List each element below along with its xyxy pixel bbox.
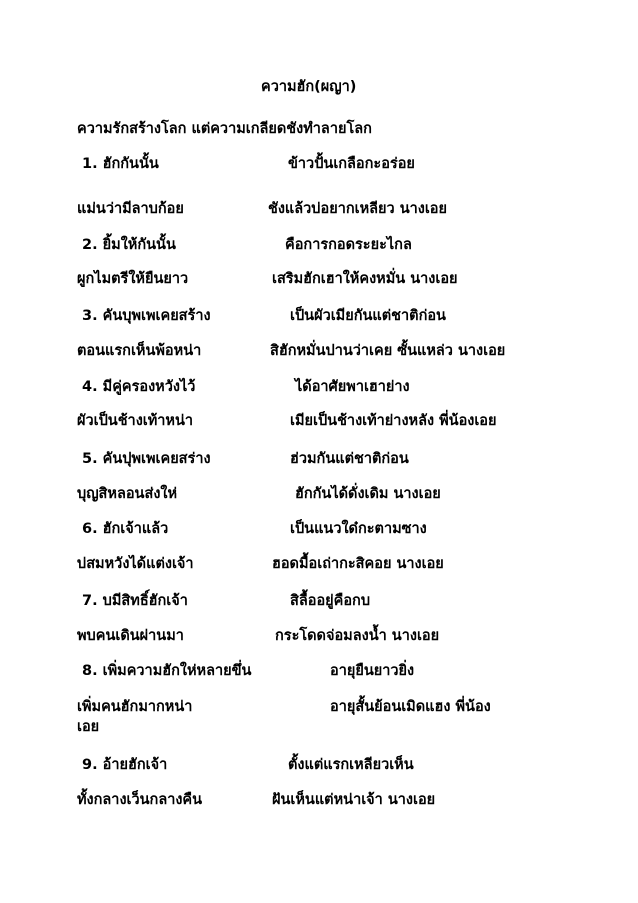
verse-5-number-line-right: ฮ่วมกันแต่ชาติก่อน [290,451,409,467]
verse-2-number-line-right: คือการกอดระยะไกล [285,237,412,253]
verse-6-line-right: ฮอดมื้อเถ่ากะสิคอย นางเอย [272,556,444,572]
verse-9-number-line: 9. อ้ายฮักเจ้า [82,757,168,773]
verse-9-line-right: ฝันเห็นแต่หน่าเจ้า นางเอย [272,792,436,808]
verse-9-line-left: ทั้งกลางเว็นกลางคืน [77,792,203,808]
verse-2-line-left: ผูกไมตรีให้ยืนยาว [77,271,189,287]
verse-1-line-left: แม่นว่ามีลาบก้อย [77,201,184,217]
verse-2-number-line: 2. ยิ้มให้กันนั้น [82,237,176,253]
verse-6-line-left: บ่สมหวังได้แต่งเจ้า [77,556,194,572]
verse-5-line-left: บุญสิหลอนส่งให่ [77,486,178,502]
verse-1-number-line-right: ข้าวปั้นเกลือกะอร่อย [288,156,415,172]
verse-8-number-line-right: อายุยืนยาวยิ่ง [330,663,415,679]
verse-7-number-line: 7. บมีสิทธิ์ฮักเจ้า [82,593,188,609]
verse-3-line-right: สิฮักหมั่นปานว่าเคย ซั้นแหล่ว นางเอย [270,343,506,359]
verse-8-line-right-wrap: เอย [77,719,100,735]
verse-7-number-line-right: สิลื้ออยู่คือกบ [290,593,371,609]
verse-1-line-right: ชังแล้วบ่อยากเหลียว นางเอย [268,201,448,217]
verse-8-line-right: อายุสั้นย้อนเมิดแฮง พี่น้อง [330,699,491,715]
verse-3-line-left: ตอนแรกเห็นพ้อหน่า [77,343,202,359]
verse-8-line-left: เพิ่มคนฮักมากหน่า [77,699,193,715]
verse-6-number-line: 6. ฮักเจ้าแล้ว [82,521,169,537]
verse-7-line-right: กระโดดจ่อมลงน้ำ นางเอย [275,628,440,644]
verse-3-number-line: 3. คันบุพเพเคยสร้าง [82,308,211,324]
verse-4-number-line-right: ได้อาศัยพาเฮาย่าง [295,379,410,395]
verse-9-number-line-right: ตั้งแต่แรกเหลียวเห็น [288,757,414,773]
verse-4-line-right: เมียเป็นช้างเท้าย่างหลัง พี่น้องเอย [290,413,497,429]
page-title: ความฮัก(ผญา) [261,79,357,95]
verse-2-line-right: เสริมฮักเฮาให้คงหมั่น นางเอย [272,271,458,287]
verse-5-number-line: 5. คันปุพเพเคยสร่าง [82,451,211,467]
verse-6-number-line-right: เป็นแนวใด๋กะตามซาง [290,521,427,537]
intro-line: ความรักสร้างโลก แต่ความเกลียดชังทำลายโลก [77,121,372,137]
verse-4-number-line: 4. มีคู่ครองหวังไว้ [82,379,196,395]
verse-1-number-line: 1. ฮักกันนั้น [82,156,159,172]
verse-3-number-line-right: เป็นผัวเมียกันแต่ชาติก่อน [290,308,446,324]
verse-4-line-left: ผัวเป็นช้างเท้าหน่า [77,413,194,429]
verse-8-number-line: 8. เพิ่มความฮักให่หลายขึ่น [82,663,252,679]
verse-5-line-right: ฮักกันได้ดั่งเดิม นางเอย [295,486,441,502]
verse-7-line-left: พบคนเดินผ่านมา [77,628,184,644]
